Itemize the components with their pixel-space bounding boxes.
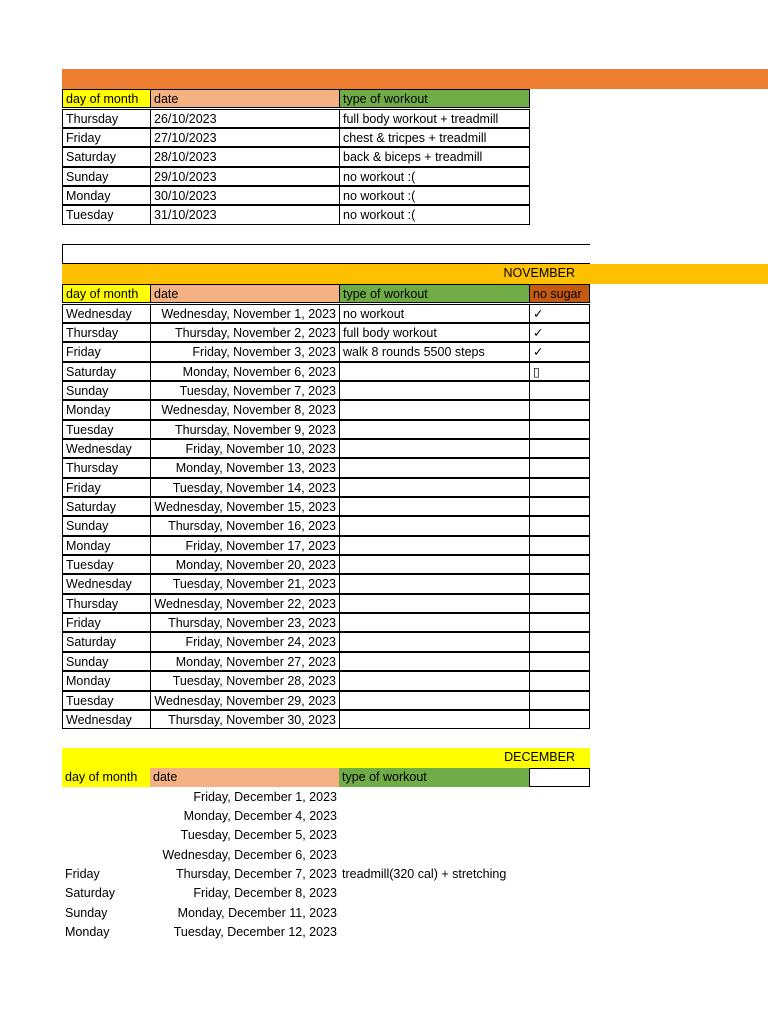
- cell-no-sugar[interactable]: [529, 574, 590, 593]
- cell-no-sugar[interactable]: [529, 478, 590, 497]
- cell-type-of-workout[interactable]: no workout :(: [339, 186, 530, 205]
- cell-date[interactable]: 26/10/2023: [150, 109, 340, 128]
- cell-day-of-month[interactable]: Saturday: [62, 632, 151, 651]
- cell-date[interactable]: Thursday, November 30, 2023: [150, 710, 340, 729]
- cell-date[interactable]: Tuesday, November 7, 2023: [150, 381, 340, 400]
- header-type-of-workout[interactable]: type of workout: [339, 768, 530, 787]
- december-month-label: DECEMBER: [504, 750, 575, 764]
- cell-no-sugar[interactable]: ✓: [529, 304, 590, 323]
- cell-date[interactable]: Friday, November 24, 2023: [150, 632, 340, 651]
- cell-type-of-workout[interactable]: no workout :(: [339, 167, 530, 186]
- cell-type-of-workout[interactable]: [339, 671, 530, 690]
- cell-type-of-workout[interactable]: full body workout + treadmill: [339, 109, 530, 128]
- header-day-of-month[interactable]: day of month: [62, 768, 151, 787]
- cell-type-of-workout[interactable]: [339, 807, 530, 826]
- cell-date[interactable]: 31/10/2023: [150, 205, 340, 224]
- cell-type-of-workout[interactable]: [339, 439, 530, 458]
- cell-type-of-workout[interactable]: [339, 652, 530, 671]
- cell-date[interactable]: 30/10/2023: [150, 186, 340, 205]
- header-type-of-workout[interactable]: type of workout: [339, 284, 530, 303]
- cell-day-of-month[interactable]: Friday: [62, 613, 151, 632]
- cell-no-sugar[interactable]: [529, 594, 590, 613]
- cell-type-of-workout[interactable]: [339, 788, 530, 807]
- cell-date[interactable]: Friday, November 17, 2023: [150, 536, 340, 555]
- cell-date[interactable]: Monday, November 13, 2023: [150, 458, 340, 477]
- cell-no-sugar[interactable]: [529, 652, 590, 671]
- cell-day-of-month[interactable]: Sunday: [65, 905, 108, 920]
- cell-no-sugar[interactable]: [529, 671, 590, 690]
- cell-type-of-workout[interactable]: no workout: [339, 304, 530, 323]
- cell-no-sugar[interactable]: [529, 555, 590, 574]
- cell-no-sugar[interactable]: [529, 536, 590, 555]
- cell-no-sugar[interactable]: ✓: [529, 323, 590, 342]
- cell-no-sugar[interactable]: [529, 420, 590, 439]
- cell-date[interactable]: Tuesday, December 12, 2023: [173, 924, 337, 939]
- header-no-sugar[interactable]: no sugar: [529, 284, 590, 303]
- cell-type-of-workout[interactable]: [339, 555, 530, 574]
- cell-type-of-workout[interactable]: [339, 516, 530, 535]
- cell-date[interactable]: Monday, November 6, 2023: [150, 362, 340, 381]
- cell-no-sugar[interactable]: [529, 516, 590, 535]
- cell-day-of-month[interactable]: Wednesday: [62, 710, 151, 729]
- cell-date[interactable]: Wednesday, November 29, 2023: [150, 691, 340, 710]
- cell-day-of-month[interactable]: Thursday: [62, 458, 151, 477]
- cell-day-of-month[interactable]: Sunday: [62, 652, 151, 671]
- cell-date[interactable]: Friday, November 10, 2023: [150, 439, 340, 458]
- cell-day-of-month[interactable]: Monday: [62, 186, 151, 205]
- cell-day-of-month[interactable]: Friday: [62, 128, 151, 147]
- cell-no-sugar[interactable]: [529, 381, 590, 400]
- cell-day-of-month[interactable]: Saturday: [65, 886, 116, 901]
- cell-date[interactable]: Monday, December 4, 2023: [183, 808, 337, 823]
- cell-day-of-month[interactable]: Tuesday: [62, 205, 151, 224]
- cell-date[interactable]: Wednesday, November 15, 2023: [150, 497, 340, 516]
- header-day-of-month[interactable]: day of month: [62, 284, 151, 303]
- cell-no-sugar[interactable]: [529, 400, 590, 419]
- cell-no-sugar[interactable]: [529, 710, 590, 729]
- cell-day-of-month[interactable]: Monday: [62, 400, 151, 419]
- cell-type-of-workout[interactable]: [339, 904, 530, 923]
- november-month-label: NOVEMBER: [503, 266, 575, 280]
- cell-no-sugar[interactable]: [529, 613, 590, 632]
- cell-date[interactable]: Tuesday, November 28, 2023: [150, 671, 340, 690]
- cell-date[interactable]: Friday, November 3, 2023: [150, 342, 340, 361]
- cell-date[interactable]: Tuesday, December 5, 2023: [180, 828, 337, 843]
- cell-type-of-workout[interactable]: [339, 594, 530, 613]
- cell-type-of-workout[interactable]: [339, 458, 530, 477]
- cell-type-of-workout[interactable]: [339, 632, 530, 651]
- cell-type-of-workout[interactable]: [339, 400, 530, 419]
- cell-date[interactable]: Monday, November 27, 2023: [150, 652, 340, 671]
- cell-day-of-month[interactable]: Tuesday: [62, 420, 151, 439]
- november-blank-row[interactable]: [62, 244, 590, 264]
- cell-no-sugar[interactable]: [529, 632, 590, 651]
- cell-day-of-month[interactable]: Saturday: [62, 362, 151, 381]
- cell-type-of-workout[interactable]: [339, 574, 530, 593]
- cell-day-of-month[interactable]: Tuesday: [62, 555, 151, 574]
- cell-type-of-workout[interactable]: [339, 923, 530, 942]
- cell-date[interactable]: Monday, November 20, 2023: [150, 555, 340, 574]
- cell-date[interactable]: Wednesday, November 22, 2023: [150, 594, 340, 613]
- cell-date[interactable]: Tuesday, November 21, 2023: [150, 574, 340, 593]
- cell-type-of-workout[interactable]: [339, 613, 530, 632]
- cell-type-of-workout[interactable]: [339, 884, 530, 903]
- cell-date[interactable]: Monday, December 11, 2023: [177, 905, 337, 920]
- cell-type-of-workout[interactable]: [339, 362, 530, 381]
- cell-day-of-month[interactable]: Tuesday: [62, 691, 151, 710]
- cell-no-sugar[interactable]: ▯: [529, 362, 590, 381]
- cell-date[interactable]: 29/10/2023: [150, 167, 340, 186]
- cell-type-of-workout[interactable]: walk 8 rounds 5500 steps: [339, 342, 530, 361]
- cell-day-of-month[interactable]: Monday: [62, 536, 151, 555]
- cell-type-of-workout[interactable]: back & biceps + treadmill: [339, 147, 530, 166]
- cell-date[interactable]: Tuesday, November 14, 2023: [150, 478, 340, 497]
- cell-date[interactable]: 27/10/2023: [150, 128, 340, 147]
- cell-day-of-month[interactable]: Friday: [62, 342, 151, 361]
- cell-date[interactable]: Thursday, November 16, 2023: [150, 516, 340, 535]
- cell-day-of-month[interactable]: [62, 807, 151, 826]
- cell-date[interactable]: Wednesday, December 6, 2023: [162, 847, 337, 862]
- cell-type-of-workout[interactable]: [339, 478, 530, 497]
- cell-type-of-workout[interactable]: treadmill(320 cal) + stretching: [342, 866, 507, 881]
- cell-type-of-workout[interactable]: [339, 497, 530, 516]
- cell-type-of-workout[interactable]: no workout :(: [339, 205, 530, 224]
- cell-no-sugar[interactable]: [529, 458, 590, 477]
- october-title-band: [62, 69, 768, 89]
- cell-type-of-workout[interactable]: chest & tricpes + treadmill: [339, 128, 530, 147]
- cell-date[interactable]: Wednesday, November 8, 2023: [150, 400, 340, 419]
- cell-day-of-month[interactable]: Monday: [62, 671, 151, 690]
- cell-day-of-month[interactable]: Saturday: [62, 497, 151, 516]
- cell-date[interactable]: Thursday, November 9, 2023: [150, 420, 340, 439]
- cell-day-of-month[interactable]: Sunday: [62, 381, 151, 400]
- cell-day-of-month[interactable]: Thursday: [62, 594, 151, 613]
- december-empty-cell[interactable]: [529, 768, 590, 787]
- cell-no-sugar[interactable]: ✓: [529, 342, 590, 361]
- cell-day-of-month[interactable]: Saturday: [62, 147, 151, 166]
- cell-day-of-month[interactable]: Friday: [65, 866, 100, 881]
- header-day-of-month[interactable]: day of month: [62, 89, 151, 108]
- cell-day-of-month[interactable]: Thursday: [62, 109, 151, 128]
- cell-date[interactable]: Friday, December 1, 2023: [193, 789, 337, 804]
- header-type-of-workout[interactable]: type of workout: [339, 89, 530, 108]
- cell-day-of-month[interactable]: Wednesday: [62, 439, 151, 458]
- cell-date[interactable]: Thursday, November 2, 2023: [150, 323, 340, 342]
- cell-day-of-month[interactable]: Monday: [65, 924, 110, 939]
- header-date[interactable]: date: [150, 89, 340, 108]
- cell-date[interactable]: Friday, December 8, 2023: [193, 886, 337, 901]
- cell-type-of-workout[interactable]: full body workout: [339, 323, 530, 342]
- cell-no-sugar[interactable]: [529, 497, 590, 516]
- cell-type-of-workout[interactable]: [339, 691, 530, 710]
- cell-day-of-month[interactable]: Thursday: [62, 323, 151, 342]
- cell-type-of-workout[interactable]: [339, 420, 530, 439]
- cell-no-sugar[interactable]: [529, 439, 590, 458]
- cell-type-of-workout[interactable]: [339, 381, 530, 400]
- cell-type-of-workout[interactable]: [339, 846, 530, 865]
- cell-day-of-month[interactable]: Wednesday: [62, 304, 151, 323]
- cell-day-of-month[interactable]: Wednesday: [62, 574, 151, 593]
- cell-no-sugar[interactable]: [529, 691, 590, 710]
- cell-type-of-workout[interactable]: [339, 826, 530, 845]
- header-date[interactable]: date: [150, 284, 340, 303]
- cell-day-of-month[interactable]: Friday: [62, 478, 151, 497]
- header-date[interactable]: date: [150, 768, 340, 787]
- cell-date[interactable]: Thursday, November 23, 2023: [150, 613, 340, 632]
- cell-day-of-month[interactable]: [62, 846, 151, 865]
- cell-day-of-month[interactable]: [62, 826, 151, 845]
- cell-date[interactable]: Thursday, December 7, 2023: [176, 866, 337, 881]
- cell-type-of-workout[interactable]: [339, 536, 530, 555]
- cell-date[interactable]: 28/10/2023: [150, 147, 340, 166]
- cell-day-of-month[interactable]: [62, 788, 151, 807]
- cell-type-of-workout[interactable]: [339, 710, 530, 729]
- cell-day-of-month[interactable]: Sunday: [62, 167, 151, 186]
- cell-date[interactable]: Wednesday, November 1, 2023: [150, 304, 340, 323]
- cell-day-of-month[interactable]: Sunday: [62, 516, 151, 535]
